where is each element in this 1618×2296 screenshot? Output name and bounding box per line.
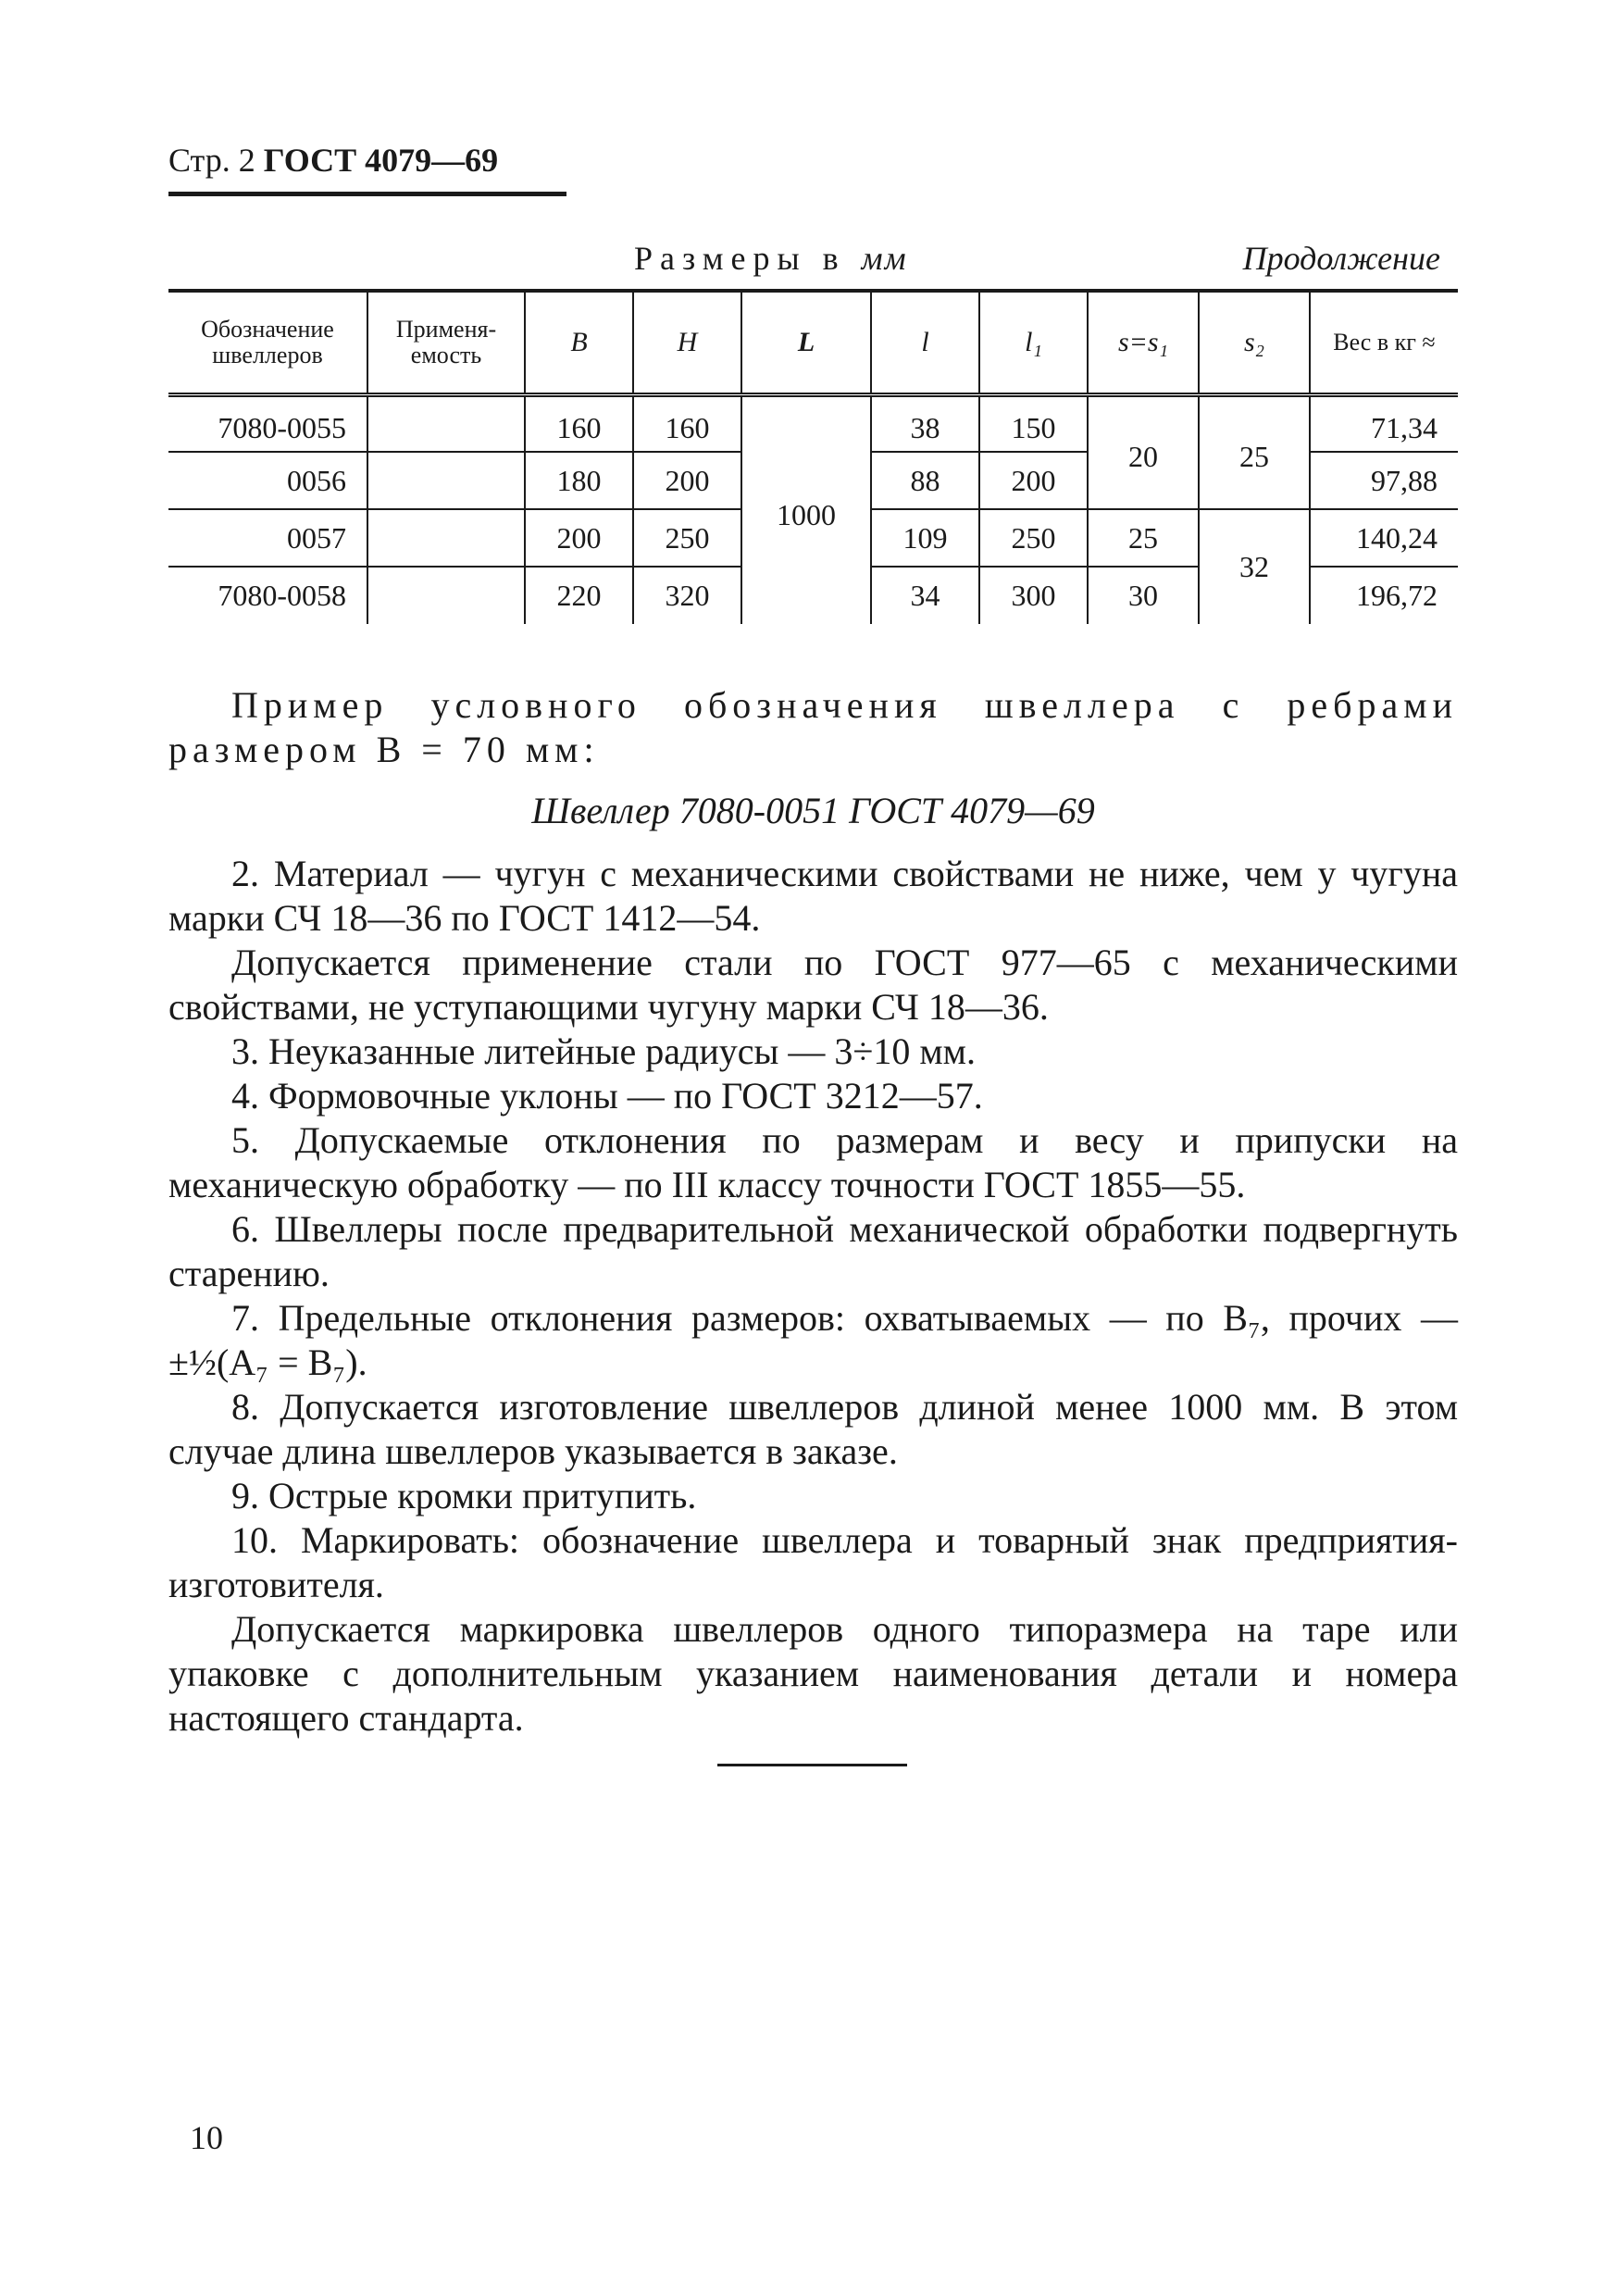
standard-number: ГОСТ 4079—69 <box>263 142 499 179</box>
page-number: 10 <box>190 2119 223 2156</box>
col-B: B <box>525 291 633 394</box>
example-designation: Швеллер 7080-0051 ГОСТ 4079—69 <box>531 790 1095 831</box>
cell-weight: 97,88 <box>1310 452 1458 509</box>
cell-s: 25 <box>1088 509 1199 567</box>
item-10-note: Допускается маркировка швеллеров одного типоразмера на таре или упаковке с дополнительным указанием наименования детали и номера настоящего стандарта. <box>168 1608 1458 1739</box>
col-L: L <box>741 291 871 394</box>
continuation-label: Продолжение <box>1242 240 1440 277</box>
item-7: 7. Предельные отклонения размеров: охватываемых — по B₇, прочих — ±½(A₇ = B₇). <box>168 1297 1458 1383</box>
item-3: 3. Неуказанные литейные радиусы — 3÷10 мм. <box>231 1030 976 1072</box>
end-rule <box>717 1764 907 1766</box>
cell-H: 160 <box>633 394 741 452</box>
table-row <box>168 394 1458 452</box>
cell-B: 200 <box>525 509 633 567</box>
col-H: H <box>633 291 741 394</box>
cell-applicability <box>367 509 525 567</box>
dimensions-table <box>168 289 1458 624</box>
item-9: 9. Острые кромки притупить. <box>231 1475 697 1516</box>
item-10: 10. Маркировать: обозначение швеллера и товарный знак предприятия-изготовителя. <box>168 1519 1458 1605</box>
item-6: 6. Швеллеры после предварительной механической обработки подвергнуть старению. <box>168 1208 1458 1294</box>
col-l1: l₁ <box>979 291 1088 394</box>
cell-L-merged: 1000 <box>741 394 871 624</box>
cell-applicability <box>367 567 525 624</box>
units-value: мм <box>861 240 908 277</box>
cell-B: 180 <box>525 452 633 509</box>
cell-s: 30 <box>1088 567 1199 624</box>
cell-s2-merged: 25 <box>1199 394 1310 509</box>
cell-H: 320 <box>633 567 741 624</box>
col-s-s1: s=s₁ <box>1088 291 1199 394</box>
cell-l: 109 <box>871 509 979 567</box>
col-designation: Обозначение швеллеров <box>168 291 367 394</box>
cell-weight: 196,72 <box>1310 567 1458 624</box>
example-intro: Пример условного обозначения швеллера с ребрами размером B = 70 мм: <box>168 684 1458 770</box>
page-label: Стр. 2 <box>168 142 255 179</box>
cell-weight: 140,24 <box>1310 509 1458 567</box>
body-text <box>168 683 1458 1741</box>
table-header-row <box>168 291 1458 394</box>
item-5: 5. Допускаемые отклонения по размерам и весу и припуски на механическую обработку — по III классу точности ГОСТ 1855—55. <box>168 1119 1458 1205</box>
cell-B: 160 <box>525 394 633 452</box>
cell-l1: 150 <box>979 394 1088 452</box>
cell-designation: 0056 <box>168 452 367 509</box>
cell-l1: 300 <box>979 567 1088 624</box>
cell-l: 88 <box>871 452 979 509</box>
cell-l1: 200 <box>979 452 1088 509</box>
col-s2: s₂ <box>1199 291 1310 394</box>
cell-s-merged: 20 <box>1088 394 1199 509</box>
cell-designation: 0057 <box>168 509 367 567</box>
cell-s2-merged: 32 <box>1199 509 1310 624</box>
cell-applicability <box>367 394 525 452</box>
cell-H: 200 <box>633 452 741 509</box>
cell-designation: 7080-0058 <box>218 579 346 612</box>
units-prefix: Размеры в <box>634 240 846 277</box>
page-header <box>168 141 498 180</box>
col-weight: Вес в кг ≈ <box>1310 291 1458 394</box>
header-rule <box>168 192 566 196</box>
cell-l: 38 <box>871 394 979 452</box>
item-8: 8. Допускается изготовление швеллеров длиной менее 1000 мм. В этом случае длина швеллеров указывается в заказе. <box>168 1386 1458 1472</box>
col-applicability: Применя-емость <box>367 291 525 394</box>
cell-applicability <box>367 452 525 509</box>
cell-l1: 250 <box>979 509 1088 567</box>
cell-l: 34 <box>871 567 979 624</box>
cell-designation: 7080-0055 <box>168 394 367 452</box>
cell-H: 250 <box>633 509 741 567</box>
item-4: 4. Формовочные уклоны — по ГОСТ 3212—57. <box>231 1075 983 1117</box>
table-units-caption <box>634 239 908 278</box>
col-l: l <box>871 291 979 394</box>
item-2-note: Допускается применение стали по ГОСТ 977—65 с механическими свойствами, не уступающими чугуну марки СЧ 18—36. <box>168 942 1458 1028</box>
cell-B: 220 <box>525 567 633 624</box>
item-2: 2. Материал — чугун с механическими свойствами не ниже, чем у чугуна марки СЧ 18—36 по ГОСТ 1412—54. <box>168 853 1458 939</box>
cell-weight: 71,34 <box>1310 394 1458 452</box>
